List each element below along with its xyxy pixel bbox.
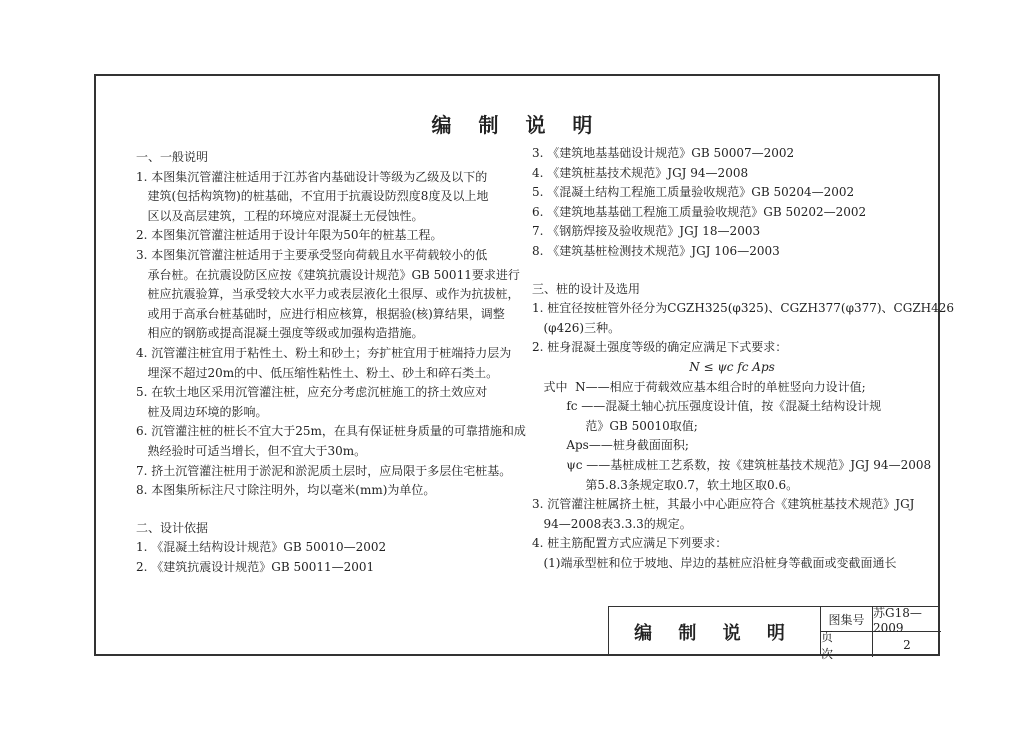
left-line: 桩应抗震验算，当承受较大水平力或表层液化土很厚、或作为抗拔桩， (136, 287, 520, 302)
page-label: 页 次 (821, 632, 873, 657)
right-line: 8. 《建筑基桩检测技术规范》JGJ 106—2003 (532, 243, 780, 258)
right-line: 式中 N——相应于荷载效应基本组合时的单桩竖向力设计值; (532, 379, 866, 394)
right-line: 第5.8.3条规定取0.7，软土地区取0.6。 (532, 477, 799, 492)
left-line: 4. 沉管灌注桩宜用于粘性土、粉土和砂土；夯扩桩宜用于桩端持力层为 (136, 345, 512, 360)
right-line: 1. 桩宜径按桩管外径分为CGZH325(φ325)、CGZH377(φ377)、CGZH426 (532, 301, 955, 316)
right-line: N ≤ ψc fc Aps (689, 359, 775, 374)
left-line: 1. 《混凝土结构设计规范》GB 50010—2002 (136, 540, 387, 555)
drawing-frame (94, 74, 955, 661)
right-line: 2. 桩身混凝土强度等级的确定应满足下式要求： (532, 340, 788, 355)
left-line: 建筑(包括构筑物)的桩基础，不宜用于抗震设防烈度8度及以上地 (136, 189, 489, 204)
atlas-value: 苏G18—2009 (873, 607, 941, 632)
right-line: Aps——桩身截面面积; (532, 438, 689, 453)
atlas-label: 图集号 (821, 607, 873, 632)
right-column (532, 144, 955, 573)
left-line: 8. 本图集所标注尺寸除注明外，均以毫米(mm)为单位。 (136, 483, 436, 498)
left-line: 7. 挤土沉管灌注桩用于淤泥和淤泥质土层时，应局限于多层住宅桩基。 (136, 463, 512, 478)
left-column (136, 148, 536, 577)
left-line (136, 501, 536, 519)
right-line: 6. 《建筑地基基础工程施工质量验收规范》GB 50202—2002 (532, 204, 867, 219)
left-line: 一、一般说明 (136, 150, 209, 164)
left-line: 2. 本图集沉管灌注桩适用于设计年限为50年的桩基工程。 (136, 228, 443, 243)
right-line: fc ——混凝土轴心抗压强度设计值，按《混凝土结构设计规 (532, 399, 882, 414)
page-title: 编 制 说 明 (431, 113, 603, 137)
title-block-name: 编 制 说 明 (609, 607, 821, 656)
right-line (532, 262, 932, 280)
left-line: 区以及高层建筑，工程的环境应对混凝土无侵蚀性。 (136, 208, 424, 223)
right-line: 3. 《建筑地基基础设计规范》GB 50007—2002 (532, 146, 795, 160)
left-line: 2. 《建筑抗震设计规范》GB 50011—2001 (136, 559, 375, 574)
right-line: 94—2008表3.3.3的规定。 (532, 516, 692, 531)
left-line: 6. 沉管灌注桩的桩长不宜大于25m，在具有保证桩身质量的可靠措施和成 (136, 424, 526, 439)
left-line: 5. 在软土地区采用沉管灌注桩，应充分考虑沉桩施工的挤土效应对 (136, 385, 488, 400)
left-line: 相应的钢筋或提高混凝土强度等级或加强构造措施。 (136, 326, 424, 341)
left-line: 桩及周边环境的影响。 (136, 404, 268, 419)
left-line: 承台桩。在抗震设防区应按《建筑抗震设计规范》GB 50011要求进行 (136, 267, 520, 282)
left-line: 埋深不超过20m的中、低压缩性粘性土、粉土、砂土和碎石类土。 (136, 365, 499, 380)
right-line: 7. 《钢筋焊接及验收规范》JGJ 18—2003 (532, 224, 761, 239)
title-block (608, 605, 940, 661)
right-line: 5. 《混凝土结构工程施工质量验收规范》GB 50204—2002 (532, 185, 855, 200)
left-line: 熟经验时可适当增长，但不宜大于30m。 (136, 443, 367, 458)
right-line: 3. 沉管灌注桩属挤土桩，其最小中心距应符合《建筑桩基技术规范》JGJ (532, 497, 915, 512)
right-line: 三、桩的设计及选用 (532, 281, 641, 296)
left-line: 或用于高承台桩基础时，应进行相应核算，根据验(核)算结果，调整 (136, 306, 505, 321)
right-line: ψc ——基桩成桩工艺系数，按《建筑桩基技术规范》JGJ 94—2008 (532, 457, 932, 472)
right-line: 4. 桩主筋配置方式应满足下列要求： (532, 536, 728, 551)
page-value: 2 (903, 637, 911, 652)
right-line: 4. 《建筑桩基技术规范》JGJ 94—2008 (532, 165, 749, 180)
left-line: 3. 本图集沉管灌注桩适用于主要承受竖向荷载且水平荷载较小的低 (136, 247, 488, 262)
left-line: 二、设计依据 (136, 520, 209, 535)
right-line: (φ426)三种。 (532, 320, 621, 335)
right-line: (1)端承型桩和位于坡地、岸边的基桩应沿桩身等截面或变截面通长 (532, 555, 897, 570)
right-line: 范》GB 50010取值; (532, 418, 698, 433)
left-line: 1. 本图集沉管灌注桩适用于江苏省内基础设计等级为乙级及以下的 (136, 169, 488, 184)
